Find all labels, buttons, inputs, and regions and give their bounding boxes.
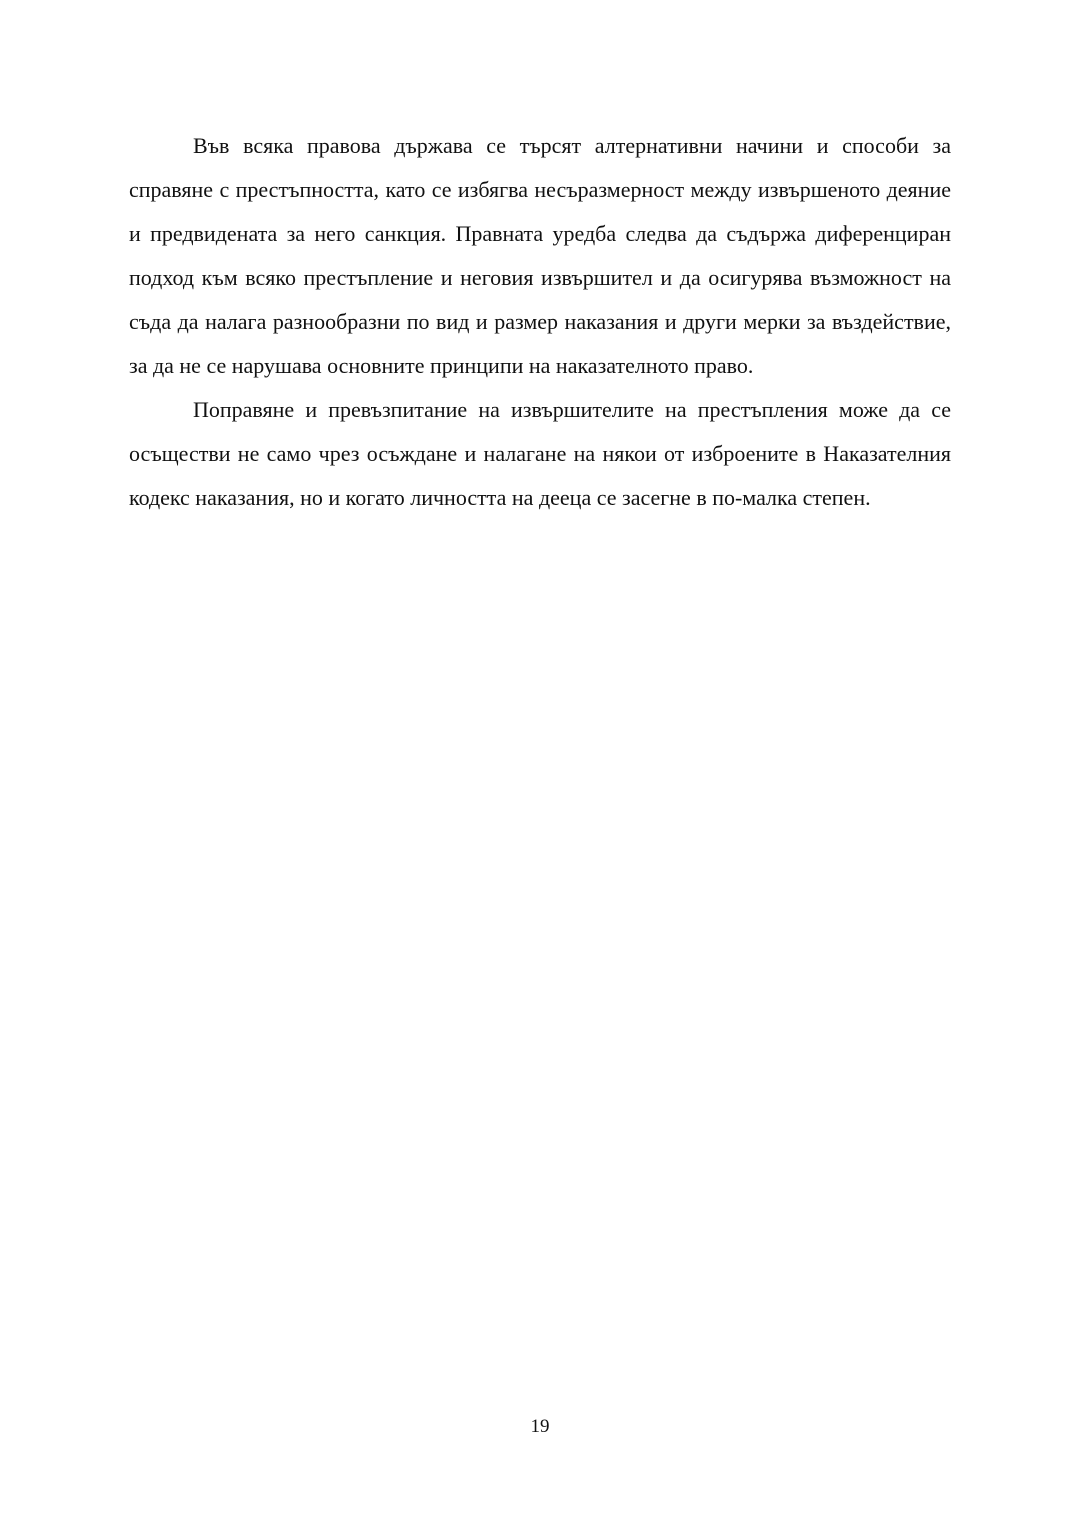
paragraph-2: Поправяне и превъзпитание на извършителите на престъпления може да се осъществи не само чрез осъждане и налагане на някои от изброените в Наказателния кодекс наказания, но и когато личността на дееца се засегне в по-малка степен. [129,397,951,510]
body-text [129,124,951,520]
page-number: 19 [530,1416,550,1437]
paragraph-1: Във всяка правова държава се търсят алтернативни начини и способи за справяне с престъпността, като се избягва несъразмерност между извършеното деяние и предвидената за него санкция. Правната уредба следва да съдържа диференциран подход към всяко престъпление и неговия извършител и да осигурява възможност на съда да налага разнообразни по вид и размер наказания и други мерки за въздействие, за да не се нарушава основните принципи на наказателното право. [129,133,951,378]
